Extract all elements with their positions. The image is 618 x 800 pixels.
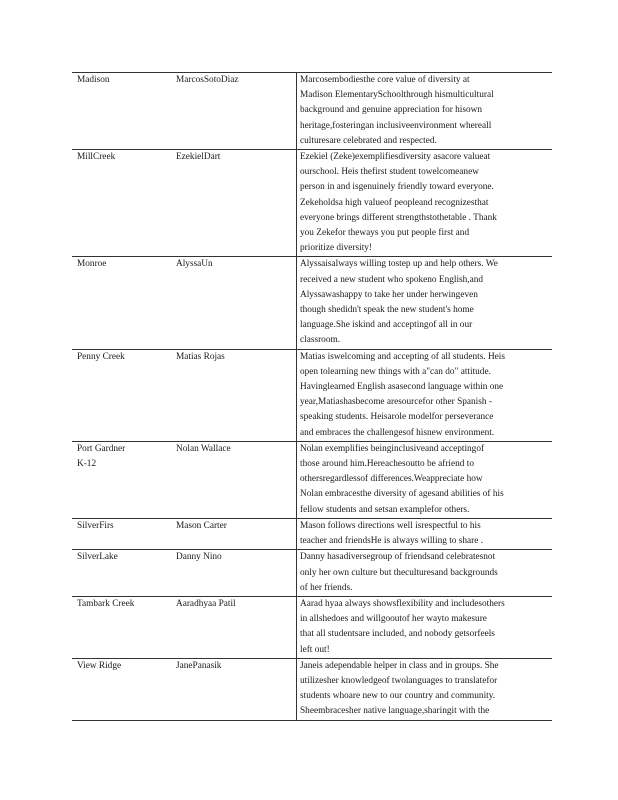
description-line: students whoare new to our country and community. [300,691,496,702]
table-row [72,150,552,257]
student-name: AlyssaUn [176,259,213,270]
student-cell [173,73,297,150]
school-name-line2: K-12 [77,459,97,470]
description-line: speaking students. Heisarole modelfor perseverance [300,412,494,423]
description-line: Alyssawashappy to take her under herwingeven [300,289,478,300]
school-name: MillCreek [77,152,116,163]
table-row [72,596,552,658]
school-name: SilverLake [77,552,118,563]
school-cell [72,349,173,441]
school-cell [72,596,173,658]
description-line: prioritize diversity! [300,243,373,254]
description-line: utilizesher knowledgeof twolanguages to translatefor [300,675,498,686]
student-cell [173,550,297,597]
description-line: Havinglearned English asasecond language within one [300,382,504,393]
school-name: Madison [77,75,110,85]
description-cell [297,596,553,658]
description-line: Marcosembodiesthe core value of diversity at [300,75,470,85]
description-line: Aarad hyaa always showsflexibility and includesothers [300,598,505,609]
description-line: classroom. [300,335,341,346]
school-name: Tambark Creek [77,598,135,609]
student-cell [173,150,297,257]
description-line: Madison ElementarySchoolthrough hismulticultural [300,90,494,101]
student-cell [173,518,297,549]
student-cell [173,441,297,518]
description-line: in allshedoes and willgooutof her wayto makesure [300,614,487,625]
description-line: othersregardlessof differences.Weappreciate how [300,474,483,485]
table-row [72,349,552,441]
description-line: year,Matiashasbecome aresourcefor other Spanish - [300,397,492,408]
description-line: ourschool. Heis thefirst student towelcomeanew [300,167,479,178]
table-row [72,518,552,549]
student-name: Nolan Wallace [176,443,231,454]
student-cell [173,257,297,349]
description-line: heritage,fosteringan inclusiveenvironment whereall [300,120,492,131]
description-line: of her friends. [300,582,353,593]
description-line: Nolan embracesthe diversity of agesand abilities of his [300,489,504,500]
description-line: teacher and friendsHe is always willing to share . [300,536,484,547]
description-cell [297,550,553,597]
school-cell [72,441,173,518]
description-line: received a new student who spokeno English,and [300,274,484,285]
description-line: those around him.Hereachesoutto be afriend to [300,459,474,470]
description-cell [297,349,553,441]
description-line: person in and isgenuinely friendly toward everyone. [300,182,494,193]
table-row [72,257,552,349]
description-cell [297,73,553,150]
student-cell [173,596,297,658]
table-row [72,441,552,518]
description-line: Janeis adependable helper in class and in groups. She [300,660,499,671]
student-name: EzekielDart [176,152,221,163]
table-row [72,73,552,150]
student-name: JanePanasik [176,660,222,671]
description-line: culturesare celebrated and respected. [300,135,437,146]
school-cell [72,518,173,549]
nominees-table-body [72,73,552,721]
description-line: that all studentsare included, and nobody getsorfeels [300,629,495,640]
description-line: language.She iskind and acceptingof all in our [300,320,473,331]
description-line: Zekeholdsa high valueof peopleand recognizesthat [300,197,489,208]
description-line: Sheembracesher native language,sharingit with the [300,706,490,717]
school-name: SilverFirs [77,520,114,531]
description-line: Matias iswelcoming and accepting of all students. Heis [300,351,505,362]
description-line: open tolearning new things with a"can do" attitude. [300,366,491,377]
description-line: only her own culture but theculturesand backgrounds [300,567,498,578]
school-name: View Ridge [77,660,122,671]
school-name: Port Gardner [77,443,126,454]
description-line: Ezekiel (Zeke)exemplifiesdiversity asacore valueat [300,152,491,163]
student-name: Matias Rojas [176,351,225,362]
description-line: though shedidn't speak the new student's home [300,305,474,316]
description-line: Alyssaisalways willing tostep up and help others. We [300,259,498,270]
description-line: Danny hasadiversegroup of friendsand celebratesnot [300,552,496,563]
school-cell [72,550,173,597]
description-line: everyone brings different strengthstothetable . Thank [300,212,497,223]
description-line: background and genuine appreciation for hisown [300,105,483,116]
school-cell [72,73,173,150]
description-line: Nolan exemplifies beinginclusiveand acceptingof [300,443,485,454]
description-line: you Zekefor theways you put people first and [300,228,470,239]
student-name: Aaradhyaa Patil [176,598,236,609]
description-cell [297,441,553,518]
description-cell [297,257,553,349]
school-cell [72,150,173,257]
description-cell [297,658,553,720]
school-cell [72,257,173,349]
description-line: and embraces the challengesof hisnew environment. [300,427,495,438]
description-cell [297,150,553,257]
student-name: Mason Carter [176,520,227,531]
description-cell [297,518,553,549]
table-row [72,658,552,720]
school-name: Monroe [77,259,107,270]
description-line: fellow students and setsan examplefor others. [300,504,470,515]
school-name: Penny Creek [77,351,125,362]
nominees-table [72,72,552,721]
student-cell [173,658,297,720]
table-row [72,550,552,597]
student-name: Danny Nino [176,552,222,563]
school-cell [72,658,173,720]
description-line: left out! [300,644,330,655]
student-cell [173,349,297,441]
student-name: MarcosSotoDiaz [176,75,239,85]
description-line: Mason follows directions well isrespectful to his [300,520,481,531]
